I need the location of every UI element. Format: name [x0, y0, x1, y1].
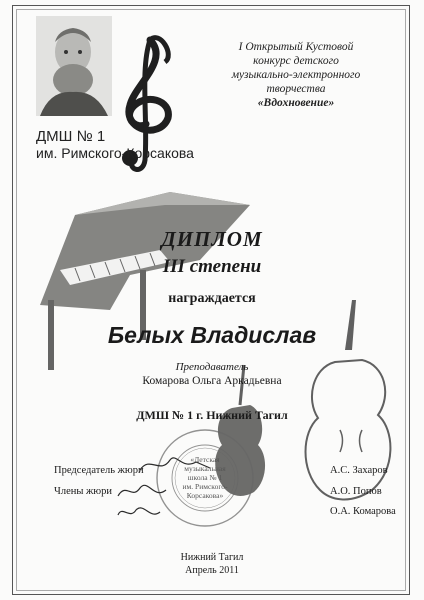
contest-name: «Вдохновение» — [257, 97, 335, 109]
stamp-line: им. Римского- — [182, 482, 228, 491]
school-line: ДМШ № 1 г. Нижний Тагил — [136, 408, 288, 422]
footer-date: Апрель 2011 — [185, 565, 239, 576]
diploma-title: ДИПЛОМ — [161, 227, 263, 251]
contest-line: конкурс детского — [253, 55, 339, 67]
teacher-label: Преподаватель — [175, 361, 249, 373]
stamp-line: школа № 1 — [187, 473, 223, 482]
jury-name: А.О. Попов — [330, 486, 382, 497]
jury-members-label: Члены жюри — [54, 486, 112, 497]
awarded-label: награждается — [168, 291, 256, 306]
school-block — [36, 128, 226, 162]
jury-name: А.С. Захаров — [330, 465, 388, 476]
contest-line: музыкально-электронного — [231, 69, 361, 81]
stamp-text — [171, 455, 239, 500]
stamp-line: «Детская — [190, 455, 220, 464]
school-number: ДМШ № 1 — [36, 128, 106, 145]
stamp-line: музыкальная — [184, 464, 226, 473]
school-name: им. Римского-Корсакова — [36, 145, 194, 161]
recipient-name: Белых Владислав — [107, 322, 317, 348]
jury-chair-label: Председатель жюри — [54, 465, 144, 476]
contest-line: творчества — [266, 83, 326, 95]
stamp-line: Корсакова» — [186, 491, 224, 500]
jury-name: О.А. Комарова — [330, 506, 396, 517]
footer-city: Нижний Тагил — [180, 552, 244, 563]
contest-line: I Открытый Кустовой — [238, 41, 354, 53]
diploma-degree: III степени — [162, 256, 262, 277]
teacher-name: Комарова Ольга Аркадьевна — [142, 375, 282, 387]
contest-heading — [196, 40, 396, 110]
